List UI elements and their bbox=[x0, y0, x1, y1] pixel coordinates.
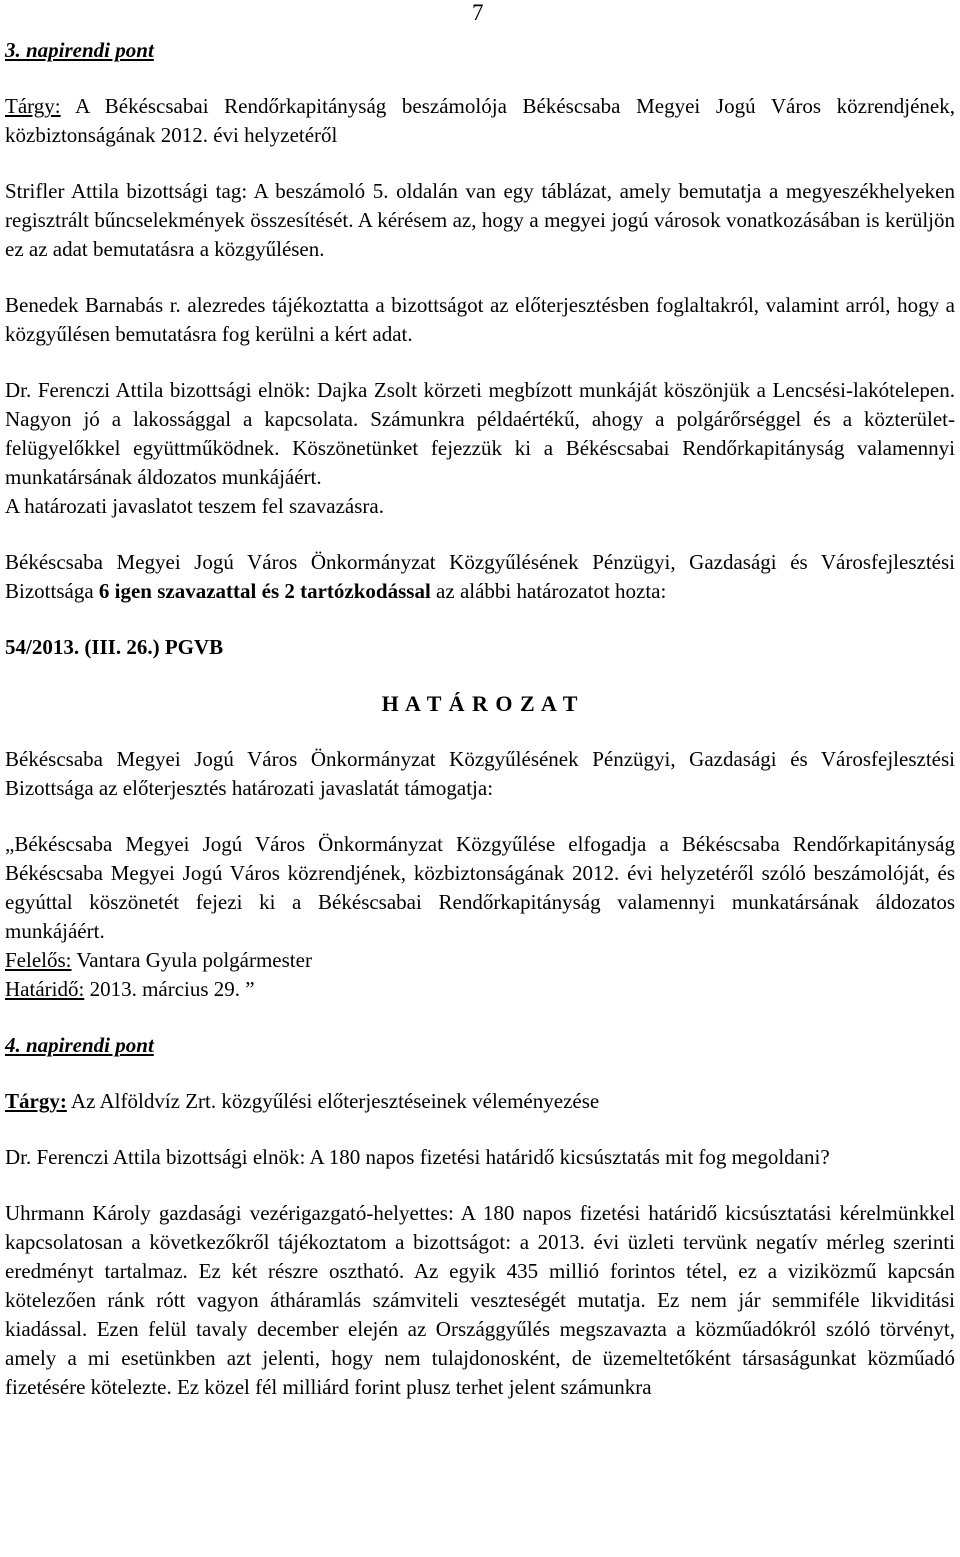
section-4-heading: 4. napirendi pont bbox=[5, 1033, 154, 1057]
vote-result: 6 igen szavazattal és 2 tartózkodással bbox=[98, 579, 431, 603]
resolution-title: H A T Á R O Z A T bbox=[381, 691, 579, 716]
subject-label: Tárgy: bbox=[5, 94, 61, 118]
paragraph-ferenczi-question: Dr. Ferenczi Attila bizottsági elnök: A 180 napos fizetési határidő kicsúsztatás mit fog megoldani? bbox=[5, 1145, 830, 1169]
section-3-subject bbox=[5, 92, 955, 150]
resolution-number: 54/2013. (III. 26.) PGVB bbox=[5, 635, 224, 659]
resolution-deadline: Határidő: 2013. március 29. ” bbox=[5, 977, 255, 1001]
resolution-responsible: Felelős: Vantara Gyula polgármester bbox=[5, 948, 312, 972]
resolution-quote: „Békéscsaba Megyei Jogú Város Önkormányzat Közgyűlése elfogadja a Békéscsaba Rendőrkapitányság Békéscsaba Megyei Jogú Város közrendjének, közbiztonságának 2012. évi helyzetéről szóló beszámolóját, és egyúttal köszönetét fejezi ki a Békéscsabai Rendőrkapitányság valamennyi munkatársának áldozatos munkájáért. bbox=[5, 832, 955, 943]
section-3-heading: 3. napirendi pont bbox=[5, 38, 154, 62]
section-4-subject bbox=[5, 1087, 955, 1116]
paragraph-ferenczi-vote-call: A határozati javaslatot teszem fel szavazásra. bbox=[5, 494, 384, 518]
paragraph-strifler: Strifler Attila bizottsági tag: A beszámoló 5. oldalán van egy táblázat, amely bemutatja a megyeszékhelyeken regisztrált bűncselekmények összesítését. A kérésem az, hogy a megyei jogú városok vonatkozásában is kerüljön ez az adat bemutatásra a közgyűlésen. bbox=[5, 179, 955, 261]
paragraph-uhrmann: Uhrmann Károly gazdasági vezérigazgató-helyettes: A 180 napos fizetési határidő kicsúsztatási kérelmünkkel kapcsolatosan a következőkről tájékoztatom a bizottságot: a 2013. évi üzleti tervünk negatív mérleg szerinti eredményt tartalmaz. Ez két részre osztható. Az egyik 435 millió forintos tétel, ez a viziközmű kapcsán kötelezően ránk rótt vagyon átháramlás számviteli veszteségét mutatja. Ez nem jár semmiféle likviditási kiadással. Ezen felül tavaly december elején az Országgyűlés megszavazta a közműadókról szóló törvényt, amely a mi esetünkben azt jelenti, hogy nem tulajdonosként, de üzemeltetőként társaságunkat közműadó fizetésére kötelezte. Ez közel fél milliárd forint plusz terhet jelent számunkra bbox=[5, 1201, 955, 1399]
subject-label: Tárgy: bbox=[5, 1089, 67, 1113]
document-body bbox=[5, 36, 955, 1402]
paragraph-benedek: Benedek Barnabás r. alezredes tájékoztatta a bizottságot az előterjesztésben foglaltakról, valamint arról, hogy a közgyűlésen bemutatásra fog kerülni a kért adat. bbox=[5, 293, 955, 346]
page-number: 7 bbox=[472, 0, 484, 25]
vote-statement: Békéscsaba Megyei Jogú Város Önkormányzat Közgyűlésének Pénzügyi, Gazdasági és Városfejlesztési Bizottsága 6 igen szavazattal és 2 tartózkodással az alábbi határozatot hozta: bbox=[5, 550, 955, 603]
paragraph-ferenczi: Dr. Ferenczi Attila bizottsági elnök: Dajka Zsolt körzeti megbízott munkáját köszönjük a Lencsési-lakótelepen. Nagyon jó a lakossággal a kapcsolata. Számunkra példaértékű, ahogy a polgárőrséggel és a közterület-felügyelőkkel együttműködnek. Köszönetünket fejezzük ki a Békéscsabai Rendőrkapitányság valamennyi munkatársának áldozatos munkájáért. bbox=[5, 378, 955, 489]
resolution-intro: Békéscsaba Megyei Jogú Város Önkormányzat Közgyűlésének Pénzügyi, Gazdasági és Városfejlesztési Bizottsága az előterjesztés határozati javaslatát támogatja: bbox=[5, 747, 955, 800]
subject-text: A Békéscsabai Rendőrkapitányság beszámolója Békéscsaba Megyei Jogú Város közrendjének, közbiztonságának 2012. évi helyzetéről bbox=[5, 94, 955, 147]
subject-text: Az Alföldvíz Zrt. közgyűlési előterjesztéseinek véleményezése bbox=[66, 1089, 600, 1113]
